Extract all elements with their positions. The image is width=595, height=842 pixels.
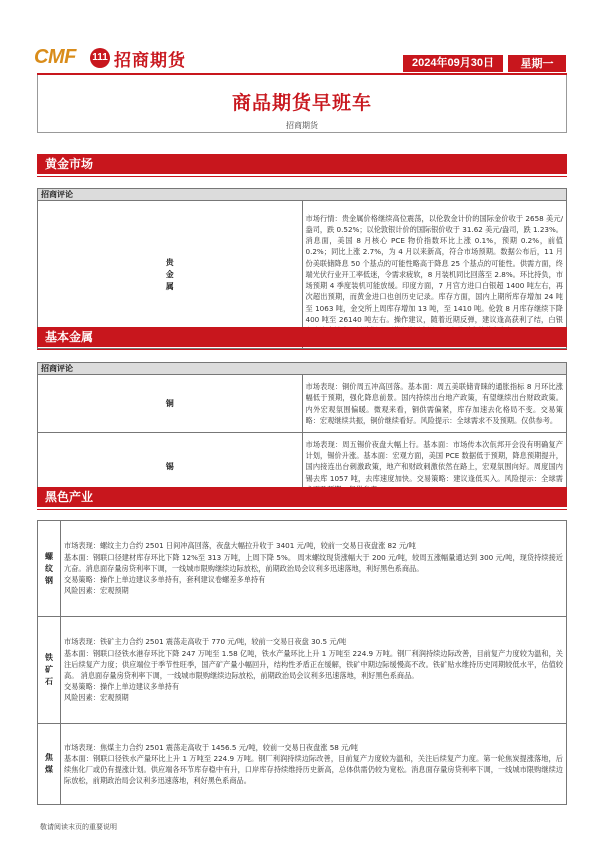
footer-disclaimer: 敬请阅读末页的重要说明 bbox=[40, 823, 117, 831]
section-base-metals-title: 基本金属 bbox=[45, 330, 94, 344]
table-row bbox=[38, 521, 567, 617]
base-metals-table bbox=[37, 362, 567, 502]
table-row bbox=[38, 724, 567, 805]
gold-category: 贵金属 bbox=[38, 201, 303, 349]
rebar-strategy: 交易策略：操作上单边建议多单持有，套利建议卷螺差多单持有 bbox=[64, 575, 266, 585]
ferrous-table bbox=[37, 520, 567, 805]
copper-commentary: 市场表现：铜价周五冲高回落。基本面：周五美联储青睐的通胀指标 8 月环比涨幅低于预期，强化降息前景。国内持续出台地产政策，有望继续出台财政政策。内外宏观氛围偏暖。微观来看，铜供需偏紧，库存加速去化格局不变。交易策略：宏观继续共振，铜价继续看好。风险提示：全球需求不及预期。仅供参考。 bbox=[302, 375, 567, 433]
coking-coal-fundamentals: 基本面：钢联口径铁水产量环比上升 1 万吨至 224.9 万吨。钢厂利润持续边际改善，目前复产力度较为温和，关注后续复产力度。第一轮焦炭提涨落地，后续焦化厂或仍有提涨计划。供应端各环节库存稳中有升，口岸库存持续维持历史新高，总体供需仍较为宽松。消息面存量房贷利率下调，一线城市限购继续边际放松，前期政治局会议利多迅速落地，利好黑色系商品。 bbox=[64, 753, 563, 786]
section-gold-title: 黄金市场 bbox=[45, 157, 94, 171]
logo-badge-icon: 111 bbox=[90, 48, 110, 68]
tin-commentary: 市场表现：周五锡价夜盘大幅上行。基本面：市场传本次佤邦开会没有明确复产计划，锡价升涨。基本面：宏观方面，美国 PCE 数据低于预期，降息预期提升，国内接连出台刺激政策，地产和财政刺激依然在路上，宏观氛围向好。周度国内锡去库 1057 吨，去库速度加快。交易策略：建议逢低买入。风险提示：全球需 bbox=[302, 433, 567, 502]
gold-table-header: 招商评论 bbox=[38, 189, 567, 201]
table-row bbox=[38, 375, 567, 433]
coking-coal-category: 焦煤 bbox=[38, 724, 61, 805]
copper-category: 铜 bbox=[38, 375, 303, 433]
table-row bbox=[38, 617, 567, 724]
report-date: 2024年09月30日 bbox=[403, 55, 503, 72]
page-subtitle: 招商期货 bbox=[286, 121, 318, 130]
section-ferrous bbox=[37, 487, 567, 507]
rebar-commentary bbox=[61, 521, 567, 617]
coking-coal-commentary bbox=[61, 724, 567, 805]
iron-ore-strategy: 交易策略：操作上单边建议多单持有 bbox=[64, 682, 180, 692]
report-weekday: 星期一 bbox=[508, 55, 566, 72]
base-metals-table-header: 招商评论 bbox=[38, 363, 567, 375]
rebar-category: 螺纹钢 bbox=[38, 521, 61, 617]
tin-category: 锡 bbox=[38, 433, 303, 502]
iron-ore-commentary bbox=[61, 617, 567, 724]
section-ferrous-title: 黑色产业 bbox=[45, 490, 94, 504]
title-box bbox=[37, 75, 567, 133]
iron-ore-market: 市场表现：铁矿主力合约 2501 震荡走高收于 770 元/吨，较前一交易日夜盘 30.5 元/吨 bbox=[64, 637, 347, 647]
rebar-fundamentals: 基本面：钢联口径建材库存环比下降 12%至 313 万吨，上周下降 5%。 周末螺纹现货涨幅大于 200 元/吨，较周五涨幅量通达到 300 元/吨，现货持续接近亢奋。消息面存量房贷利率下调，一线城市限购继续边际放松，前期政治局会议利多迅速落地，利好黑色系商品。 bbox=[64, 552, 563, 573]
gold-commentary: 市场行情：贵金属价格继续高位震荡，以伦敦金计价的国际金价收于 2658 美元/盎司，跌 0.52%；以伦敦银计价的国际银价收于 31.62 美元/盎司，跌 1.23%。消息面，美国 8 月核心 PCE 物价指数环比上涨 0.1%，预期 0.2%，前值 0.2%；同比上涨 2.7%，为 4 月以来新高，符合市场预期。数据公布后，11 月份美联储降息 50 个基点的可能性略高于降息 25 个基点的可能性。供需方面，终端光伏行业开工率低迷，令需求疲软，8 月装机同比回落至 2.8%。环比持负，市场预期 4 季度装机可能放缓。印度方面，7 月官方进口白银超 1400 吨左右，再次超出预期，而黄金进口也创历史记录。库存方面，国内上期所库存增加 24 吨至 1063 吨，金交所上周库存增加 13 吨，至 1410 吨。伦敦 8 月库存继续下降 400 吨至 26140 吨左右。操作建议，随着近期反弹，建议逢高获利了结，白银 bbox=[302, 201, 567, 349]
page-title: 商品期货早班车 bbox=[231, 92, 372, 114]
logo-company-name: 招商期货 bbox=[114, 51, 186, 71]
iron-ore-risk: 风险因素：宏观预期 bbox=[64, 693, 129, 703]
gold-table bbox=[37, 188, 567, 349]
rebar-risk: 风险因素：宏观预期 bbox=[64, 586, 129, 596]
rebar-market: 市场表现：螺纹主力合约 2501 日间冲高回落，夜盘大幅拉升收于 3401 元/吨，较前一交易日夜盘涨 82 元/吨 bbox=[64, 541, 416, 551]
iron-ore-category: 铁矿石 bbox=[38, 617, 61, 724]
logo-cmf: CMF bbox=[34, 46, 76, 68]
iron-ore-fundamentals: 基本面：钢联口径铁水港存环比下降 247 万吨至 1.58 亿吨，铁水产量环比上升 1 万吨至 224.9 万吨。钢厂利润持续边际改善，目前复产力度较为温和，关注后续复产力度；供应端位于季节性旺季，国产矿产量小幅回升，结构性矛盾正在缓解，铁矿中期边际缓慢高不改。铁矿贴水维持历史同期较低水平，估值较高。 消息面存量房贷利率下调，一线城市限购继续边际放松，前期政治局会议利多迅速落地，利好黑色系商品。 bbox=[64, 648, 563, 680]
section-base-metals bbox=[37, 327, 567, 347]
coking-coal-market: 市场表现：焦煤主力合约 2501 震荡走高收于 1456.5 元/吨，较前一交易日夜盘涨 58 元/吨 bbox=[64, 742, 358, 752]
section-gold bbox=[37, 154, 567, 174]
